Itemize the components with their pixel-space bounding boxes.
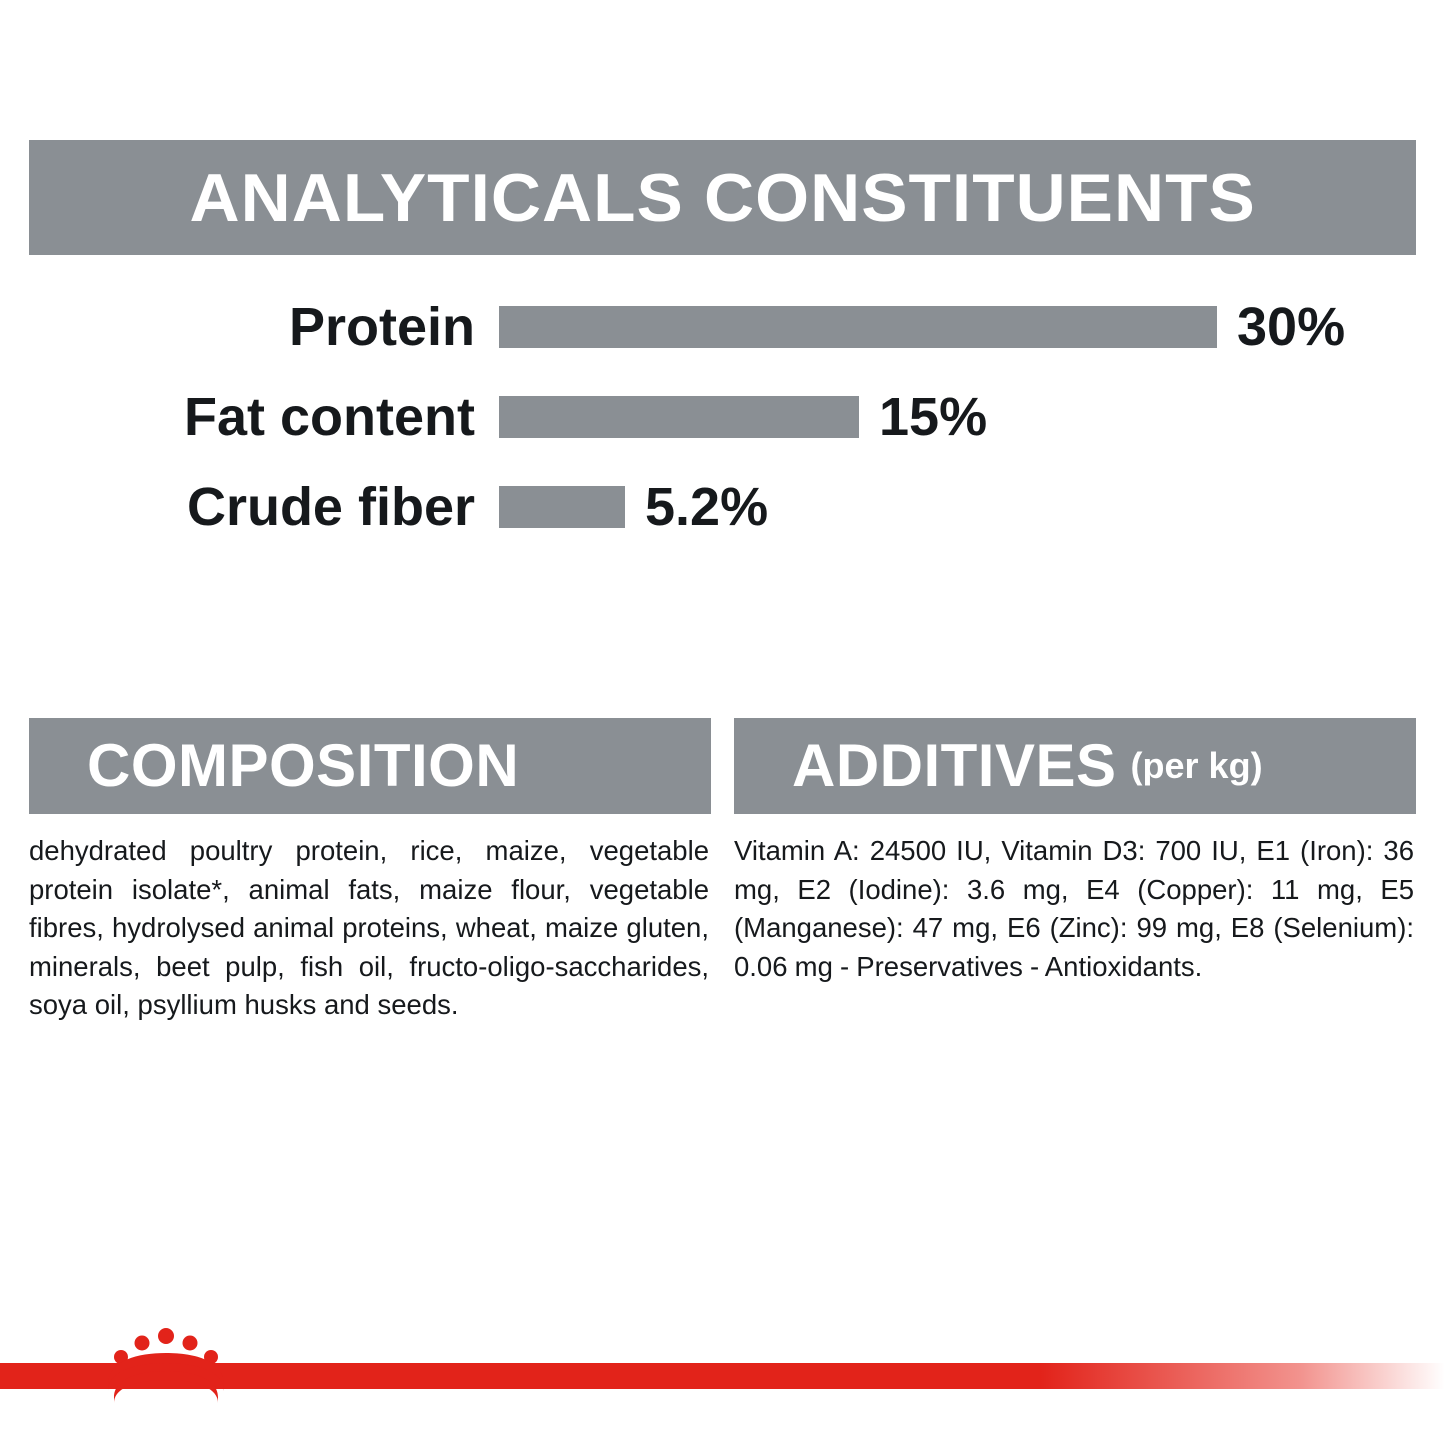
composition-panel (29, 718, 711, 1025)
info-panels (29, 718, 1416, 1025)
nutrient-label-fat-content: Fat content (184, 387, 475, 447)
composition-text: dehydrated poultry protein, rice, maize, vegetable protein isolate*, animal fats, maize flour, vegetable fibres, hydrolysed animal proteins, wheat, maize gluten, minerals, beet pulp, fish oil, fructo-oligo-saccharides, soya oil, psyllium husks and seeds. (29, 835, 709, 1020)
composition-title: COMPOSITION (87, 732, 520, 799)
analyticals-constituents-header (29, 140, 1416, 255)
nutrient-bar-wrap (499, 477, 1416, 537)
analyticals-constituents-title: ANALYTICALS CONSTITUENTS (189, 159, 1256, 236)
nutrient-row (29, 462, 1416, 552)
nutrient-bar-wrap (499, 297, 1416, 357)
nutrient-bar-crude-fiber (499, 486, 625, 528)
nutrient-bar-wrap (499, 387, 1416, 447)
nutrient-value-crude-fiber: 5.2% (645, 477, 769, 537)
royal-canin-crown-logo (100, 1327, 232, 1415)
additives-subtitle: (per kg) (1130, 745, 1263, 786)
additives-panel (734, 718, 1416, 1025)
nutrient-row (29, 282, 1416, 372)
nutrient-value-protein: 30% (1237, 297, 1346, 357)
nutrient-row (29, 372, 1416, 462)
nutrient-bar-fat-content (499, 396, 859, 438)
nutrient-value-fat-content: 15% (879, 387, 988, 447)
nutrient-bar-protein (499, 306, 1217, 348)
additives-title: ADDITIVES (792, 732, 1117, 799)
nutrient-bar-chart (29, 282, 1416, 552)
composition-header (29, 718, 711, 814)
additives-text: Vitamin A: 24500 IU, Vitamin D3: 700 IU, E1 (Iron): 36 mg, E2 (Iodine): 3.6 mg, E4 (Copper): 11 mg, E5 (Manganese): 47 mg, E6 (Zinc): 99 mg, E8 (Selenium): 0.06 mg - Preservatives - Antioxidants. (734, 835, 1414, 982)
nutrient-label-protein: Protein (288, 297, 475, 357)
additives-header (734, 718, 1416, 814)
nutrient-label-crude-fiber: Crude fiber (186, 477, 475, 537)
